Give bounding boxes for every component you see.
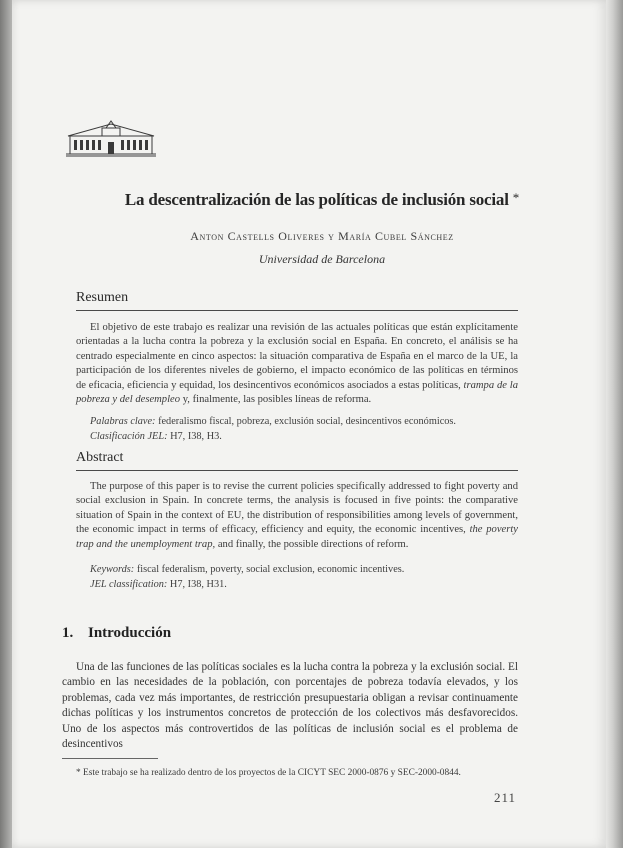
title-text: La descentralización de las políticas de inclusión social [124, 190, 509, 209]
intro-text: Una de las funciones de las políticas sociales es la lucha contra la pobreza y la exclusión social. El cambio en las necesidades de la población, con porcentajes de pobreza todavía elevados, y los problemas, cada vez más importantes, de restricción presupuestaria obligan a revisar continuamente dichas políticas y los instrumentos concretos de protección de los colectivos más desfavorecidos. Uno de los aspectos más controvertidos de las políticas de inclusión social es el problema de desincentivos [62, 661, 518, 751]
resumen-keywords [90, 415, 518, 429]
building-logo-icon [64, 118, 158, 158]
resumen-body [76, 321, 518, 407]
abstract-italic: the poverty trap and the unemployment trap, [76, 524, 519, 550]
classification-label-es: Clasificación JEL: [90, 431, 168, 442]
abstract-classification [90, 578, 518, 592]
keywords-label-en: Keywords: [90, 564, 135, 575]
resumen-classification [90, 430, 518, 444]
resumen-text: El objetivo de este trabajo es realizar una revisión de las actuales políticas que están explícitamente orientadas a la lucha contra la pobreza y la exclusión social en España. En concreto, el análisis se ha centrado especialmente en cinco aspectos: la situación comparativa de España en el marco de la UE, la participación de los diferentes niveles de gobierno, el impacto económico de las políticas en términos de eficacia, eficiencia y equidad, los desincentivos económicos asociados a estas políticas, [76, 322, 518, 391]
classification-es: H7, I38, H3. [170, 431, 222, 442]
title-footnote-mark: * [512, 190, 520, 205]
page-shadow-left [0, 0, 12, 848]
abstract-text: The purpose of this paper is to revise the current policies specifically addressed to fight poverty and social exclusion in Spain. In concrete terms, the analysis is focused in five points: the comparative situation of Spain in the context of EU, the distribution of responsibilities among levels of government, the economic impact in terms of efficacy, efficiency and equity, the economic incentives, [76, 481, 518, 536]
keywords-label-es: Palabras clave: [90, 416, 156, 427]
resumen-italic: trampa de la pobreza y del desempleo [76, 379, 518, 406]
footnote-rule [62, 758, 158, 759]
resumen-text-end: y, finalmente, las posibles líneas de reforma. [182, 394, 372, 406]
section-heading: Introducción [88, 625, 172, 641]
abstract-keywords [90, 563, 518, 577]
page-number: 211 [494, 790, 517, 805]
intro-body [62, 660, 518, 752]
paper-title [62, 190, 582, 210]
footnote-mark: * [76, 768, 81, 778]
section-number: 1. [62, 625, 74, 641]
footnote [76, 768, 522, 778]
classification-en: H7, I38, H31. [169, 579, 227, 590]
footnote-text: Este trabajo se ha realizado dentro de los proyectos de la CICYT SEC 2000-0876 y SEC-2000-0844. [83, 768, 461, 778]
resumen-rule [76, 310, 518, 311]
resumen-heading: Resumen [76, 290, 129, 305]
affiliation: Universidad de Barcelona [258, 252, 386, 266]
page-edge-right [606, 0, 623, 848]
abstract-heading: Abstract [76, 450, 124, 465]
classification-label-en: JEL classification: [90, 579, 168, 590]
abstract-body [76, 480, 518, 552]
keywords-en: fiscal federalism, poverty, social exclusion, economic incentives. [136, 564, 405, 575]
abstract-rule [76, 470, 518, 471]
abstract-text-end: and finally, the possible directions of reform. [217, 538, 409, 550]
keywords-es: federalismo fiscal, pobreza, exclusión social, desincentivos económicos. [158, 416, 457, 427]
author-line: Anton Castells Oliveres y María Cubel Sánchez [190, 229, 454, 243]
